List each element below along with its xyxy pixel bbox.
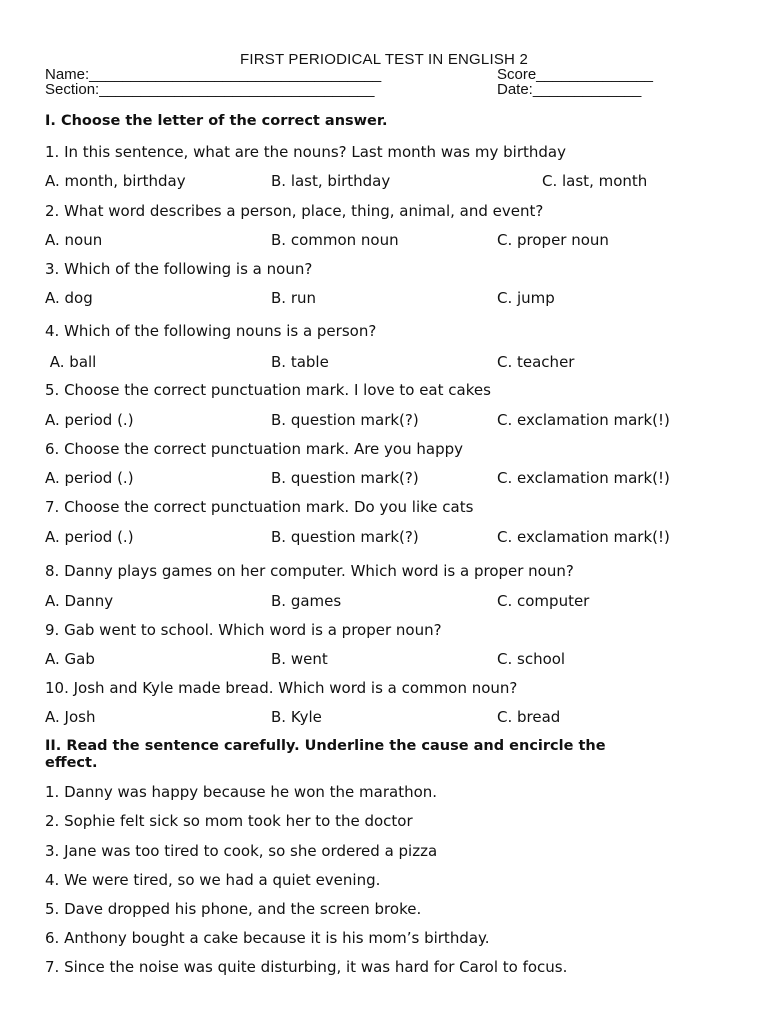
q7-option-a: A. period (.) bbox=[45, 528, 134, 546]
part1-heading: I. Choose the letter of the correct answer. bbox=[45, 113, 388, 129]
question-6: 6. Choose the correct punctuation mark. Are you happy bbox=[45, 440, 464, 458]
question-7: 7. Choose the correct punctuation mark. Do you like cats bbox=[45, 498, 474, 516]
cause-effect-item-1: 1. Danny was happy because he won the marathon. bbox=[45, 783, 438, 801]
q5-option-b: B. question mark(?) bbox=[271, 411, 419, 429]
q7-option-b: B. question mark(?) bbox=[271, 528, 419, 546]
q3-option-c: C. jump bbox=[497, 289, 555, 307]
q6-option-a: A. period (.) bbox=[45, 469, 134, 487]
question-9: 9. Gab went to school. Which word is a proper noun? bbox=[45, 621, 442, 639]
q8-option-c: C. computer bbox=[497, 592, 590, 610]
date-field-label: Date:_____________ bbox=[497, 81, 642, 98]
q6-option-c: C. exclamation mark(!) bbox=[497, 469, 670, 487]
q8-option-a: A. Danny bbox=[45, 592, 114, 610]
q10-option-b: B. Kyle bbox=[271, 708, 322, 726]
question-3: 3. Which of the following is a noun? bbox=[45, 260, 313, 278]
q5-option-c: C. exclamation mark(!) bbox=[497, 411, 670, 429]
q1-option-c: C. last, month bbox=[542, 172, 648, 190]
q9-option-a: A. Gab bbox=[45, 650, 95, 668]
q2-option-a: A. noun bbox=[45, 231, 103, 249]
section-field-label: Section:_________________________________ bbox=[45, 81, 375, 98]
cause-effect-item-2: 2. Sophie felt sick so mom took her to the doctor bbox=[45, 812, 413, 830]
q3-option-a: A. dog bbox=[45, 289, 93, 307]
q3-option-b: B. run bbox=[271, 289, 317, 307]
question-8: 8. Danny plays games on her computer. Which word is a proper noun? bbox=[45, 562, 574, 580]
q1-option-a: A. month, birthday bbox=[45, 172, 186, 190]
q4-option-c: C. teacher bbox=[497, 353, 575, 371]
question-4: 4. Which of the following nouns is a person? bbox=[45, 322, 377, 340]
q8-option-b: B. games bbox=[271, 592, 342, 610]
part2-heading-line1: II. Read the sentence carefully. Underline the cause and encircle the bbox=[45, 738, 606, 754]
q9-option-b: B. went bbox=[271, 650, 328, 668]
q7-option-c: C. exclamation mark(!) bbox=[497, 528, 670, 546]
q9-option-c: C. school bbox=[497, 650, 566, 668]
question-1: 1. In this sentence, what are the nouns? Last month was my birthday bbox=[45, 143, 566, 161]
part2-heading-line2: effect. bbox=[45, 755, 98, 771]
q10-option-c: C. bread bbox=[497, 708, 561, 726]
q10-option-a: A. Josh bbox=[45, 708, 96, 726]
cause-effect-item-7: 7. Since the noise was quite disturbing, it was hard for Carol to focus. bbox=[45, 958, 568, 976]
q2-option-b: B. common noun bbox=[271, 231, 399, 249]
cause-effect-item-3: 3. Jane was too tired to cook, so she ordered a pizza bbox=[45, 842, 438, 860]
doc-title: FIRST PERIODICAL TEST IN ENGLISH 2 bbox=[240, 51, 528, 68]
question-10: 10. Josh and Kyle made bread. Which word is a common noun? bbox=[45, 679, 518, 697]
question-2: 2. What word describes a person, place, thing, animal, and event? bbox=[45, 202, 544, 220]
q4-option-b: B. table bbox=[271, 353, 329, 371]
q1-option-b: B. last, birthday bbox=[271, 172, 391, 190]
q5-option-a: A. period (.) bbox=[45, 411, 134, 429]
q6-option-b: B. question mark(?) bbox=[271, 469, 419, 487]
name-field-label: Name:___________________________________ bbox=[45, 66, 382, 83]
cause-effect-item-4: 4. We were tired, so we had a quiet evening. bbox=[45, 871, 381, 889]
score-field-label: Score______________ bbox=[497, 66, 653, 83]
cause-effect-item-6: 6. Anthony bought a cake because it is his mom’s birthday. bbox=[45, 929, 490, 947]
q4-option-a: A. ball bbox=[45, 353, 97, 371]
cause-effect-item-5: 5. Dave dropped his phone, and the screen broke. bbox=[45, 900, 422, 918]
question-5: 5. Choose the correct punctuation mark. I love to eat cakes bbox=[45, 381, 491, 399]
q2-option-c: C. proper noun bbox=[497, 231, 609, 249]
